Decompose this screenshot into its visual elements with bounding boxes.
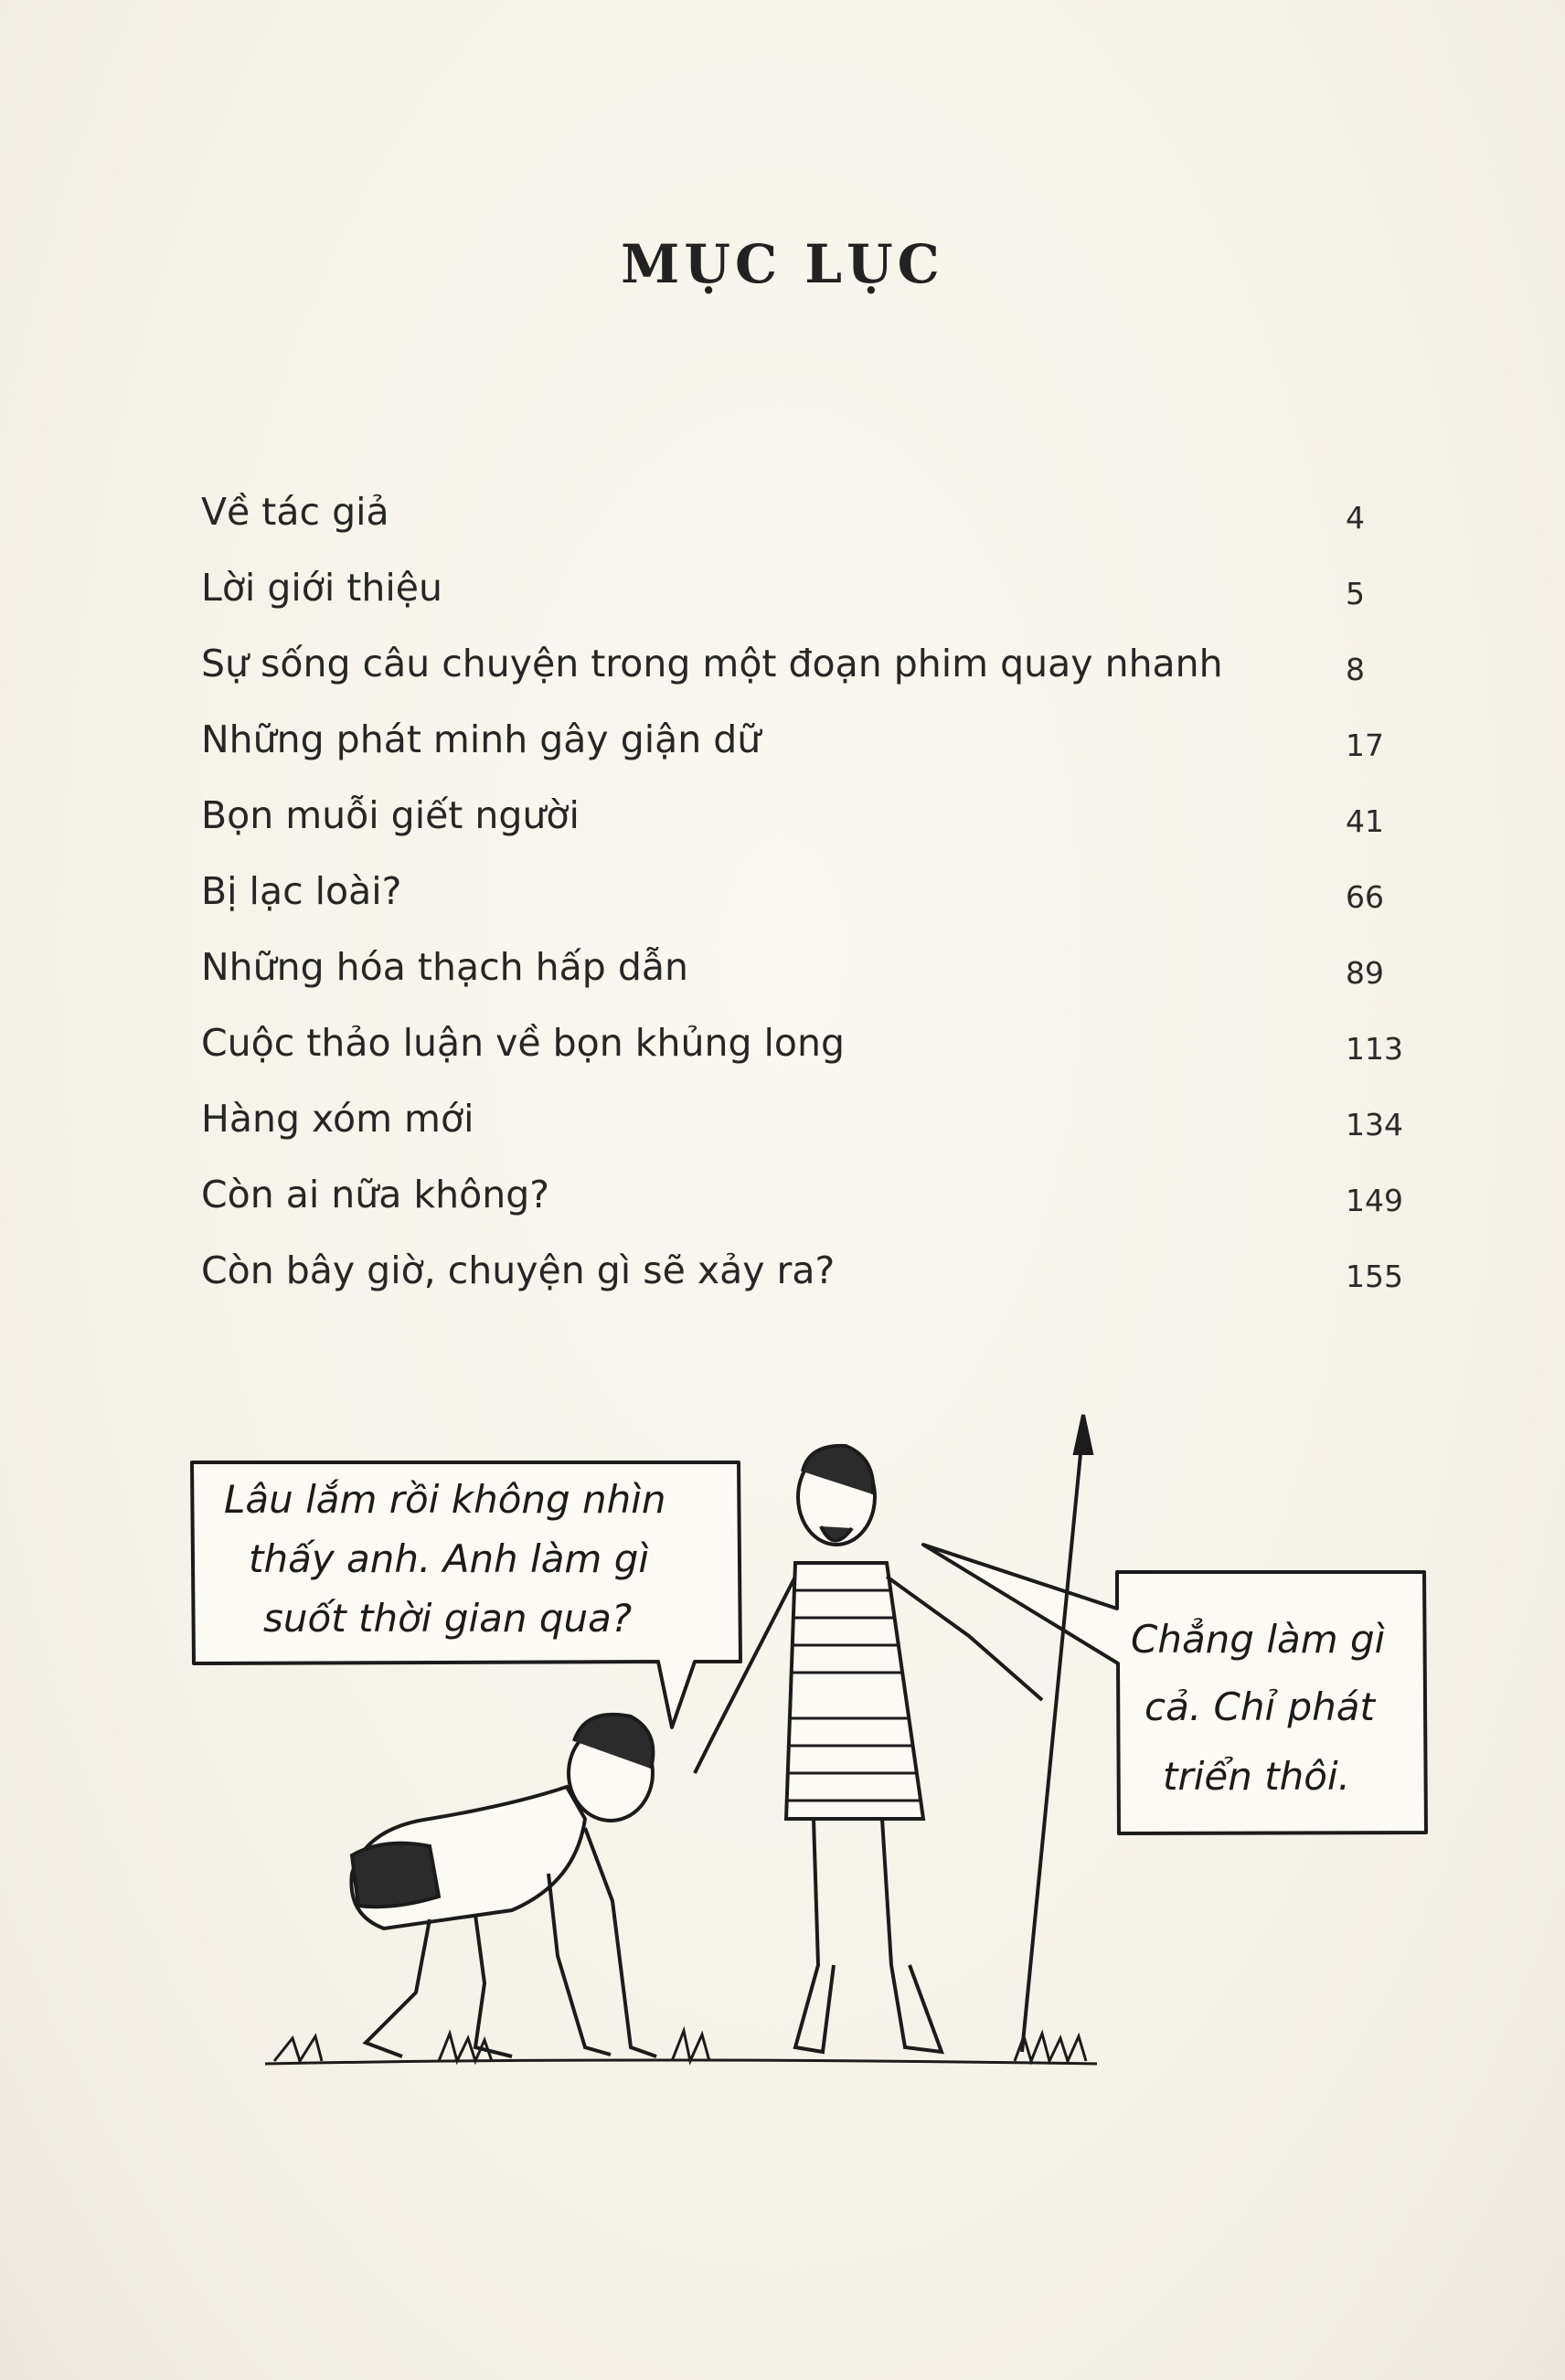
toc-entry-page: 66	[1346, 879, 1384, 915]
toc-entry-title: Bọn muỗi giết người	[201, 793, 580, 837]
toc-entry-page: 41	[1346, 803, 1384, 839]
toc-entry-page: 149	[1346, 1183, 1403, 1218]
toc-entry	[201, 864, 1408, 940]
evolution-cartoon	[0, 1389, 1565, 2102]
toc-entry-title: Bị lạc loài?	[201, 869, 402, 913]
toc-entry	[201, 484, 1408, 560]
spear-icon	[1022, 1415, 1091, 2052]
left-bubble-line-3: suốt thời gian qua?	[263, 1596, 633, 1641]
toc-entry	[201, 560, 1408, 636]
grass-icon	[265, 2031, 1097, 2064]
toc-entry	[201, 1243, 1408, 1319]
toc-entry-title: Còn bây giờ, chuyện gì sẽ xảy ra?	[201, 1248, 836, 1292]
toc-entry	[201, 1015, 1408, 1091]
right-bubble-line-1: Chẳng làm gì	[1131, 1617, 1386, 1662]
left-bubble-line-2: thấy anh. Anh làm gì	[249, 1536, 650, 1581]
toc-entry	[201, 712, 1408, 788]
toc-entry	[201, 1091, 1408, 1167]
toc-entry-page: 134	[1346, 1107, 1403, 1142]
right-bubble-line-3: triển thôi.	[1163, 1754, 1351, 1799]
toc-entry-title: Những phát minh gây giận dữ	[201, 717, 761, 761]
toc-entry-title: Cuộc thảo luận về bọn khủng long	[201, 1021, 845, 1065]
toc-entry-title: Sự sống câu chuyện trong một đoạn phim quay nhanh	[201, 642, 1223, 685]
toc-entry	[201, 636, 1408, 712]
right-speech-bubble	[923, 1545, 1426, 1833]
standing-man-icon	[695, 1446, 1042, 2052]
toc-entry	[201, 940, 1408, 1015]
toc-entry	[201, 788, 1408, 864]
toc-entry-page: 89	[1346, 955, 1384, 991]
toc-entry-page: 113	[1346, 1031, 1403, 1067]
toc-entry-page: 4	[1346, 500, 1365, 536]
left-speech-bubble	[192, 1462, 740, 1727]
toc-entry-title: Còn ai nữa không?	[201, 1173, 549, 1217]
page-title: MỤC LỤC	[621, 233, 944, 295]
toc-entry-title: Những hóa thạch hấp dẫn	[201, 945, 688, 989]
toc-entry-page: 8	[1346, 652, 1365, 687]
toc-entry-page: 155	[1346, 1259, 1403, 1294]
toc-entry-title: Hàng xóm mới	[201, 1097, 474, 1141]
toc-entry-title: Về tác giả	[201, 490, 389, 534]
toc-entry	[201, 1167, 1408, 1243]
toc-entry-title: Lời giới thiệu	[201, 566, 442, 610]
table-of-contents	[201, 484, 1408, 1319]
toc-entry-page: 17	[1346, 728, 1384, 763]
caveman-icon	[351, 1715, 656, 2056]
left-bubble-line-1: Lâu lắm rồi không nhìn	[224, 1477, 666, 1522]
toc-entry-page: 5	[1346, 576, 1365, 611]
right-bubble-line-2: cả. Chỉ phát	[1144, 1684, 1375, 1729]
